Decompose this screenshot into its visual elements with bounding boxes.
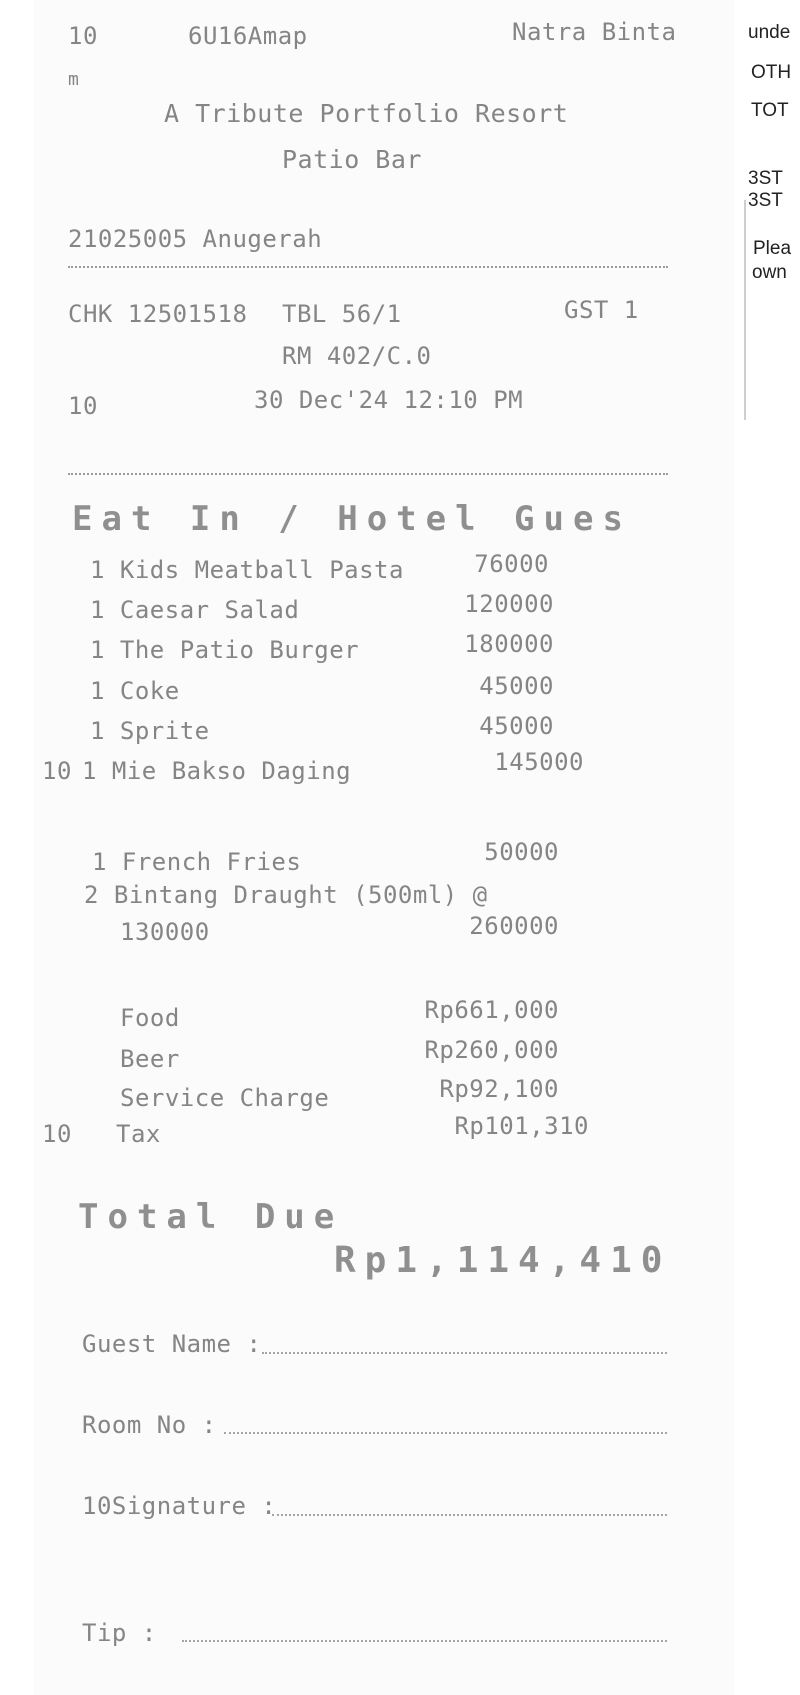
- edge-text: 3ST: [748, 190, 783, 211]
- item-amount: 45000: [479, 712, 554, 740]
- header-code-id: 6U16Amap: [188, 22, 308, 50]
- total-prefix: 10: [42, 1120, 72, 1148]
- edge-text: own: [752, 262, 787, 283]
- total-label: Food: [120, 1004, 180, 1032]
- list-item: 1 Mie Bakso Daging: [82, 757, 352, 785]
- guest-name-label: Guest Name :: [82, 1330, 262, 1358]
- total-amount: Rp661,000: [424, 996, 559, 1024]
- tip-label: Tip :: [82, 1619, 157, 1647]
- list-item: 1 Sprite: [90, 717, 210, 745]
- table-number: TBL 56/1: [282, 300, 402, 328]
- list-item: 1 Kids Meatball Pasta: [90, 556, 404, 584]
- edge-text: 3ST: [748, 168, 783, 189]
- receipt: [34, 0, 734, 1695]
- list-item: 1 Coke: [90, 677, 180, 705]
- item-amount: 180000: [464, 630, 554, 658]
- item-amount: 50000: [484, 838, 559, 866]
- guest-name-line[interactable]: [262, 1352, 667, 1354]
- room-line: RM 402/C.0: [282, 342, 432, 370]
- total-amount: Rp92,100: [439, 1075, 559, 1103]
- item-amount: 260000: [469, 912, 559, 940]
- check-datetime: 30 Dec'24 12:10 PM: [254, 386, 524, 414]
- edge-text: TOT: [751, 100, 789, 121]
- edge-text: OTH: [751, 62, 792, 83]
- edge-fold: [744, 200, 746, 420]
- header-code-m: m: [68, 69, 80, 90]
- divider: [68, 266, 668, 268]
- room-no-label: Room No :: [82, 1411, 217, 1439]
- signature-label: 10Signature :: [82, 1492, 277, 1520]
- room-no-line[interactable]: [224, 1432, 667, 1434]
- check-number: CHK 12501518: [68, 300, 248, 328]
- total-due-amount: Rp1,114,410: [334, 1240, 672, 1281]
- list-item: 1 French Fries: [92, 848, 302, 876]
- list-item: 1 The Patio Burger: [90, 636, 360, 664]
- server-line: 21025005 Anugerah: [68, 225, 323, 253]
- item-amount: 76000: [474, 550, 549, 578]
- header-code-left: 10: [68, 22, 98, 50]
- hotel-name: Natra Binta: [512, 18, 677, 46]
- outlet-name: Patio Bar: [282, 145, 422, 174]
- edge-text: Plea: [753, 238, 792, 259]
- section-title: Eat In / Hotel Gues: [72, 499, 632, 539]
- total-due-label: Total Due: [78, 1197, 344, 1237]
- resort-line: A Tribute Portfolio Resort: [164, 99, 569, 128]
- signature-line[interactable]: [272, 1514, 667, 1516]
- total-amount: Rp101,310: [454, 1112, 589, 1140]
- item-prefix: 10: [42, 757, 72, 785]
- total-label: Tax: [116, 1120, 161, 1148]
- list-item: 1 Caesar Salad: [90, 596, 300, 624]
- edge-text: unde: [748, 22, 791, 43]
- tip-line[interactable]: [182, 1640, 667, 1642]
- item-amount: 120000: [464, 590, 554, 618]
- list-item: 2 Bintang Draught (500ml) @: [84, 881, 488, 909]
- check-code: 10: [68, 392, 98, 420]
- list-item: 130000: [120, 918, 210, 946]
- item-amount: 145000: [494, 748, 584, 776]
- total-label: Beer: [120, 1045, 180, 1073]
- total-label: Service Charge: [120, 1084, 330, 1112]
- guest-count: GST 1: [564, 296, 639, 324]
- divider: [68, 473, 668, 475]
- item-amount: 45000: [479, 672, 554, 700]
- total-amount: Rp260,000: [424, 1036, 559, 1064]
